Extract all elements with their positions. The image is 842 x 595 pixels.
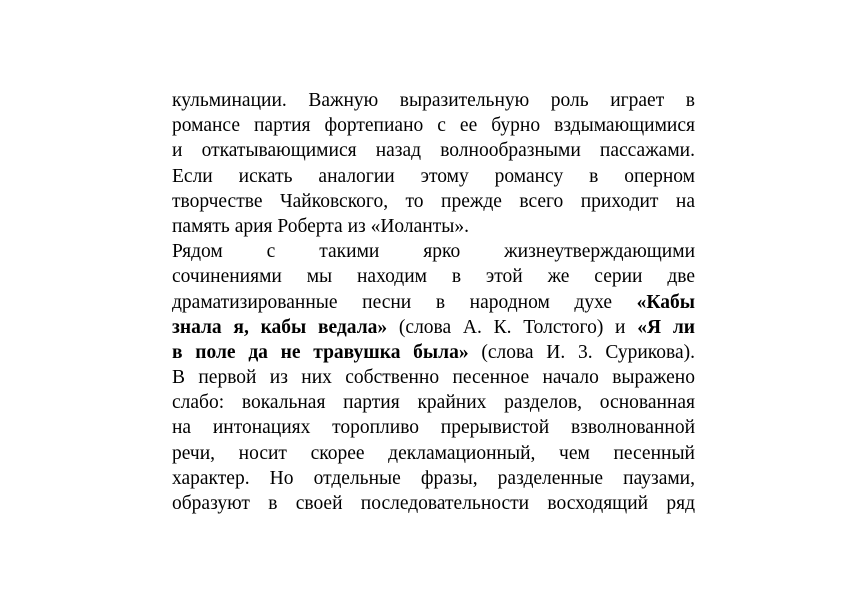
text-line	[172, 466, 695, 491]
text-line	[172, 239, 695, 264]
text-segment: образуют в своей последовательности восходящий ряд	[172, 493, 695, 514]
text-line	[172, 214, 695, 239]
text-segment: (слова А. К. Толстого) и	[387, 316, 638, 338]
bold-title-text: в поле да не травушка была»	[172, 341, 469, 363]
text-segment: романсе партия фортепиано с ее бурно вздымающимися	[172, 115, 695, 137]
text-line	[172, 491, 695, 516]
text-segment: В первой из них собственно песенное начало выражено	[172, 367, 695, 389]
text-segment: на интонациях торопливо прерывистой взволнованной	[172, 417, 695, 439]
text-line	[172, 264, 695, 289]
bold-title-text: знала я, кабы ведала»	[172, 316, 388, 338]
bold-title-text: «Я ли	[637, 316, 696, 338]
text-segment: память ария Роберта из «Иоланты».	[172, 215, 469, 237]
text-line	[172, 441, 695, 466]
text-segment: (слова И. 3. Сурикова).	[468, 341, 696, 363]
body-text	[172, 88, 695, 516]
text-line	[172, 415, 695, 440]
text-segment: Если искать аналогии этому романсу в оперном	[172, 165, 695, 187]
text-line	[172, 390, 695, 415]
text-line	[172, 340, 695, 365]
text-line	[172, 113, 695, 138]
text-line	[172, 88, 695, 113]
text-segment: и откатывающимися назад волнообразными пассажами.	[172, 140, 695, 162]
text-line	[172, 290, 695, 315]
text-segment: творчестве Чайковского, то прежде всего приходит на	[172, 190, 695, 212]
text-segment: речи, носит скорее декламационный, чем песенный	[172, 442, 695, 464]
text-segment: характер. Но отдельные фразы, разделенные паузами,	[172, 467, 695, 489]
text-line	[172, 189, 695, 214]
text-segment: Рядом с такими ярко жизнеутверждающими	[172, 241, 695, 263]
text-segment: слабо: вокальная партия крайних разделов, основанная	[172, 392, 695, 414]
text-segment: драматизированные песни в народном духе	[172, 291, 637, 313]
text-line	[172, 164, 695, 189]
text-line	[172, 315, 695, 340]
text-segment: кульминации. Важную выразительную роль играет в	[172, 90, 695, 111]
text-segment: сочинениями мы находим в этой же серии две	[172, 266, 695, 288]
bold-title-text: «Кабы	[636, 291, 695, 313]
text-line	[172, 365, 695, 390]
text-line	[172, 138, 695, 163]
